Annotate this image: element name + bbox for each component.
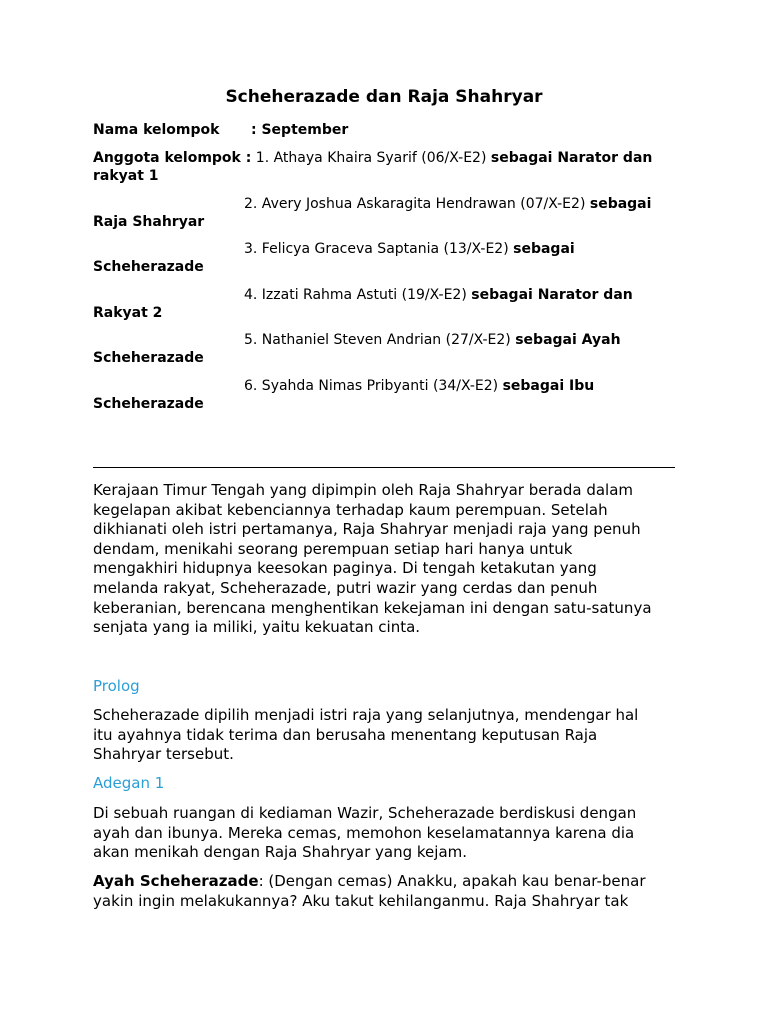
dialog-speaker: Ayah Scheherazade [93,872,259,890]
section-heading-prolog: Prolog [93,677,140,695]
member-name: 6. Syahda Nimas Pribyanti (34/X-E2) [244,377,503,394]
text-line: keberanian, berencana menghentikan kekejaman ini dengan satu-satunya [93,598,652,617]
text-line: melanda rakyat, Scheherazade, putri wazir yang cerdas dan penuh [93,578,598,597]
member-row [93,240,675,276]
member-role-cont: Scheherazade [93,259,204,275]
member-name: 3. Felicya Graceva Saptania (13/X-E2) [244,241,514,257]
member-row [93,286,675,322]
dialog-paragraph [93,872,675,911]
group-name-row [93,121,675,139]
adegan1-paragraph [93,804,675,863]
member-name: 5. Nathaniel Steven Andrian (27/X-E2) [244,332,516,348]
member-name: 4. Izzati Rahma Astuti (19/X-E2) [244,286,472,303]
intro-paragraph [93,481,675,638]
prolog-paragraph [93,706,675,765]
horizontal-divider [93,467,675,468]
page-title: Scheherazade dan Raja Shahryar [225,87,543,107]
text-line: Kerajaan Timur Tengah yang dipimpin oleh Raja Shahryar berada dalam [93,481,634,499]
text-line: Scheherazade dipilih menjadi istri raja yang selanjutnya, mendengar hal [93,706,639,724]
member-row [93,331,675,367]
member-role-cont: Raja Shahryar [93,213,205,230]
member-role: sebagai Narator dan [471,286,633,303]
document-page [93,84,675,422]
text-line: mengakhiri hidupnya keesokan paginya. Di tengah ketakutan yang [93,559,597,578]
section-heading-adegan-1: Adegan 1 [93,774,165,792]
member-row [93,195,675,231]
dialog-text-cont: yakin ingin melakukannya? Aku takut kehilanganmu. Raja Shahryar tak [93,891,629,910]
member-role-cont: Scheherazade [93,395,204,412]
member-role: sebagai [513,241,575,257]
text-line: kegelapan akibat kebenciannya terhadap kaum perempuan. Setelah [93,500,608,519]
group-name-label: Nama kelompok [93,122,220,138]
dialog-text: : (Dengan cemas) Anakku, apakah kau benar-benar [258,872,646,890]
text-line: itu ayahnya tidak terima dan berusaha menentang keputusan Raja [93,725,598,744]
text-line: Shahryar tersebut. [93,745,234,764]
member-role-cont: Rakyat 2 [93,304,163,321]
member-row [93,377,675,413]
member-role: sebagai Ibu [502,377,595,394]
text-line: dikhianati oleh istri pertamanya, Raja Shahryar menjadi raja yang penuh [93,520,641,539]
member-role: sebagai Narator dan [490,150,653,166]
member-row [93,149,675,185]
text-line: Di sebuah ruangan di kediaman Wazir, Scheherazade berdiskusi dengan [93,804,637,822]
text-line: akan menikah dengan Raja Shahryar yang kejam. [93,843,468,862]
text-line: senjata yang ia miliki, yaitu kekuatan cinta. [93,618,421,637]
member-role: sebagai Ayah [515,332,621,348]
member-role: sebagai [589,195,652,212]
members-label: Anggota kelompok : [93,150,252,166]
member-role-cont: Scheherazade [93,350,204,366]
member-name: 1. Athaya Khaira Syarif (06/X-E2) [255,150,491,166]
member-role-cont: rakyat 1 [93,168,159,184]
member-name: 2. Avery Joshua Askaragita Hendrawan (07/X-E2) [244,195,590,212]
group-name-value: : September [251,122,349,138]
text-line: dendam, menikahi seorang perempuan setiap hari hanya untuk [93,539,573,558]
text-line: ayah dan ibunya. Mereka cemas, memohon keselamatannya karena dia [93,823,635,842]
